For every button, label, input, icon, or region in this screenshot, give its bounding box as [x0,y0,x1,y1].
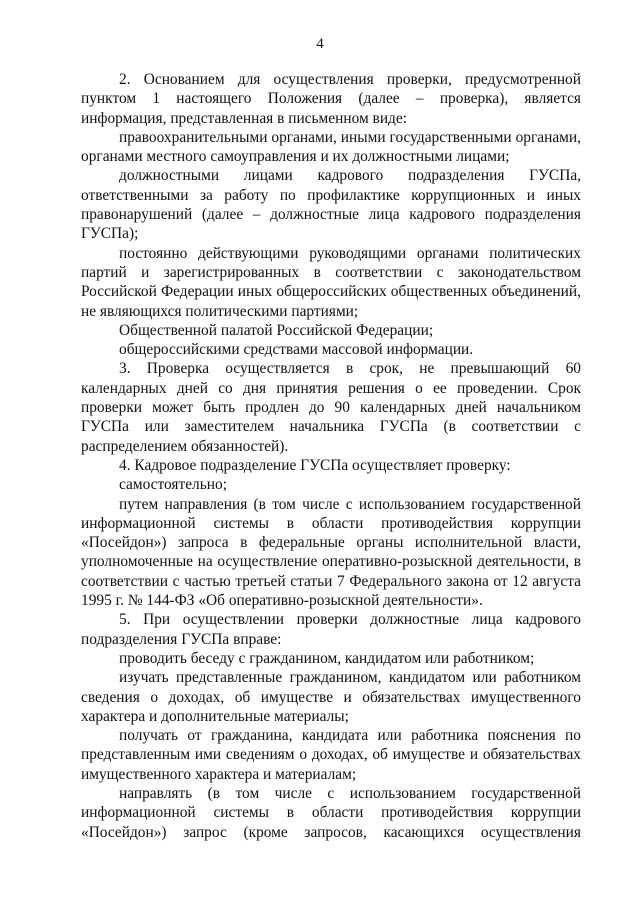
paragraph-4-verification: 4. Кадровое подразделение ГУСПа осуществляет проверку: [119,456,511,474]
paragraph-2-basis: 2. Основанием для осуществления проверки, предусмотренной пунктом 1 настоящего Положения (далее – проверка), является информация, представленная в письменном виде: [81,71,581,127]
paragraph-3-term: 3. Проверка осуществляется в срок, не превышающий 60 календарных дней со дня принятия решения о ее проведении. Срок проверки может быть продлен до 90 календарных дней начальником ГУСПа или заместителем начальника ГУСПа (в соответствии с распределением обязанностей). [81,360,581,455]
list-item-law-enforcement: правоохранительными органами, иными государственными органами, органами местного самоуправления и их должностными лицами; [81,128,581,166]
list-item-mass-media: общероссийскими средствами массовой информации. [119,341,474,359]
list-item-conversation: проводить беседу с гражданином, кандидатом или работником; [119,649,535,667]
list-item-hr-officials: должностными лицами кадрового подразделения ГУСПа, ответственными за работу по профилактике коррупционных и иных правонарушений (далее – должностные лица кадрового подразделения ГУСПа); [81,167,581,243]
list-item-public-chamber: Общественной палатой Российской Федерации; [119,321,434,339]
list-item-independently: самостоятельно; [119,476,227,494]
document-body [81,70,581,842]
list-item-study-info: изучать представленные гражданином, кандидатом или работником сведения о доходах, об имуществе и обязательствах имущественного характера и дополнительные материалы; [81,669,581,725]
page-number: 4 [316,36,324,52]
list-item-explanations: получать от гражданина, кандидата или работника пояснения по представленным ими сведениям о доходах, об имуществе и обязательствах имущественного характера и материалам; [81,727,581,783]
list-item-request: путем направления (в том числе с использованием государственной информационной системы в области противодействия коррупции «Посейдон») запроса в федеральные органы исполнительной власти, уполномоченные на осуществление оперативно-розыскной деятельности, в соответствии с частью третьей статьи 7 Федерального закона от 12 августа 1995 г. № 144-ФЗ «Об оперативно-розыскной деятельности». [81,495,581,610]
list-item-political-parties: постоянно действующими руководящими органами политических партий и зарегистрированных в соответствии с законодательством Российской Федерации иных общероссийских общественных объединений, не являющихся политическими партиями; [81,244,581,320]
paragraph-5-rights: 5. При осуществлении проверки должностные лица кадрового подразделения ГУСПа вправе: [81,611,581,648]
list-item-send-request: направлять (в том числе с использованием государственной информационной системы в области противодействия коррупции «Посейдон») запрос (кроме запросов, касающихся осуществления [81,784,581,841]
